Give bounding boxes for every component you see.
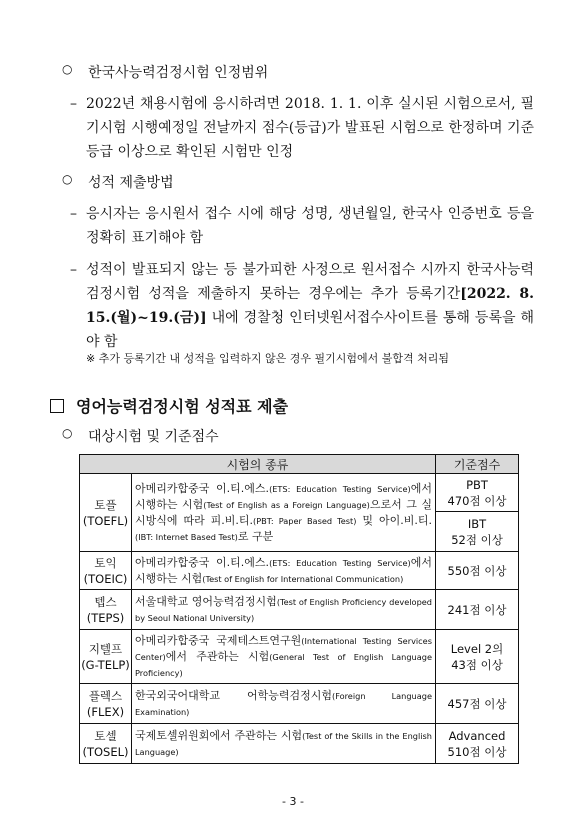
- test-description: 아메리카합중국 국제테스트연구원(International Testing Services Center)에서 주관하는 시험(General Test of English Language Proficiency): [132, 630, 436, 684]
- recognition-item-text: 2022년 채용시험에 응시하려면 2018. 1. 1. 이후 실시된 시험으로서, 필기시험 시행예정일 전날까지 점수(등급)가 발표된 시험으로 한정하며 기준등급 이상으로 확인된 시험만 인정: [86, 96, 534, 160]
- table-row-toefl: [80, 474, 519, 512]
- submission-item-2-text: 성적이 발표되지 않는 등 불가피한 사정으로 원서접수 시까지 한국사능력검정시험 성적을 제출하지 못하는 경우에는 추가 등록기간[2022. 8. 15.(월)~19.(금)] 내에 경찰청 인터넷원서접수사이트를 통해 등록을 해야 함: [86, 262, 534, 350]
- header-standard-score: 기준점수: [436, 455, 519, 474]
- test-name: 토플 (TOEFL): [80, 474, 132, 552]
- test-score: 457점 이상: [436, 684, 519, 724]
- registration-period: [2022. 8. 15.(월)~19.(금)]: [86, 286, 534, 326]
- test-score-pbt: PBT 470점 이상: [436, 474, 519, 512]
- test-description: 국제토셀위원회에서 주관하는 시험(Test of the Skills in the English Language): [132, 724, 436, 764]
- dash-bullet: –: [70, 206, 77, 222]
- test-score-ibt: IBT 52점 이상: [436, 512, 519, 552]
- table-row-flex: [80, 684, 519, 724]
- table-row-toeic: [80, 552, 519, 590]
- test-score: 241점 이상: [436, 590, 519, 630]
- test-name: 토익 (TOEIC): [80, 552, 132, 590]
- test-score: 550점 이상: [436, 552, 519, 590]
- table-row-gtelp: [80, 630, 519, 684]
- test-description: 아메리카합중국 이.티.에스.(ETS: Education Testing Service)에서 시행하는 시험(Test of English as a Foreign Language)으로서 그 실시방식에 따라 피.비.티.(PBT: Paper Based Test) 및 아이.비.티.(IBT: Internet Based Test)로 구분: [132, 474, 436, 552]
- test-name: 플렉스 (FLEX): [80, 684, 132, 724]
- square-bullet-icon: [50, 399, 64, 413]
- header-test-type: 시험의 종류: [80, 455, 436, 474]
- english-section-title: 영어능력검정시험 성적표 제출: [50, 394, 288, 417]
- test-name: 지텔프 (G-TELP): [80, 630, 132, 684]
- circle-bullet-icon: ○: [62, 172, 73, 186]
- circle-bullet-icon: ○: [62, 426, 73, 440]
- test-description: 서울대학교 영어능력검정시험(Test of English Proficiency developed by Seoul National University): [132, 590, 436, 630]
- submission-note: ※ 추가 등록기간 내 성적을 입력하지 않은 경우 필기시험에서 불합격 처리됨: [86, 352, 449, 365]
- dash-bullet: –: [70, 262, 77, 278]
- circle-bullet-icon: ○: [62, 62, 73, 76]
- test-score: Level 2의 43점 이상: [436, 630, 519, 684]
- dash-bullet: –: [70, 96, 77, 112]
- test-name: 텝스 (TEPS): [80, 590, 132, 630]
- test-description: 아메리카합중국 이.티.에스.(ETS: Education Testing Service)에서 시행하는 시험(Test of English for International Communication): [132, 552, 436, 590]
- submission-item-1-text: 응시자는 응시원서 접수 시에 해당 성명, 생년월일, 한국사 인증번호 등을 정확히 표기해야 함: [86, 206, 534, 246]
- english-test-table: [79, 454, 519, 764]
- test-name: 토셀 (TOSEL): [80, 724, 132, 764]
- page-number: - 3 -: [282, 795, 304, 808]
- table-row-tosel: [80, 724, 519, 764]
- test-description: 한국외국어대학교 어학능력검정시험(Foreign Language Examination): [132, 684, 436, 724]
- test-score: Advanced 510점 이상: [436, 724, 519, 764]
- table-row-teps: [80, 590, 519, 630]
